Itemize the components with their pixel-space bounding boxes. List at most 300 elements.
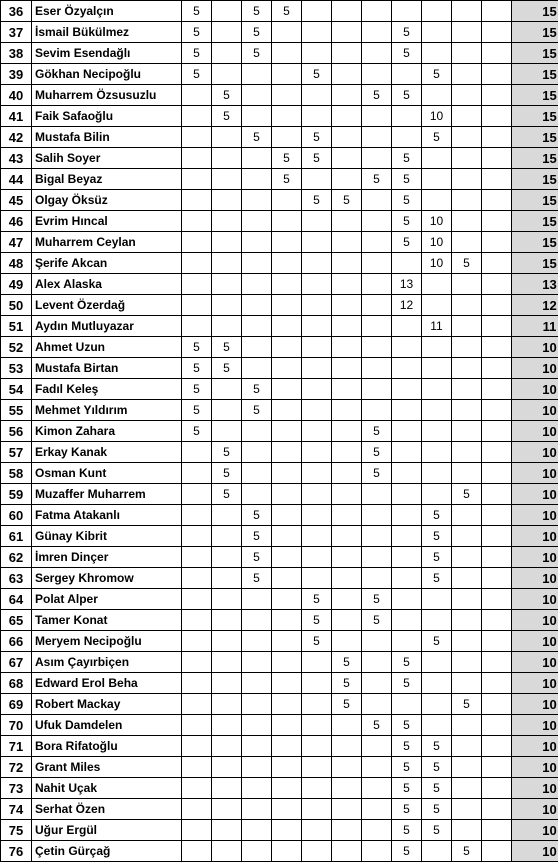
rank-cell: 55 xyxy=(1,400,32,421)
rank-cell: 47 xyxy=(1,232,32,253)
name-cell: Salih Soyer xyxy=(32,148,182,169)
score-cell xyxy=(272,127,302,148)
name-cell: Alex Alaska xyxy=(32,274,182,295)
score-cell xyxy=(302,778,332,799)
score-cell xyxy=(452,400,482,421)
score-cell xyxy=(452,820,482,841)
score-cell: 5 xyxy=(182,421,212,442)
table-row xyxy=(1,715,558,736)
score-cell xyxy=(482,127,512,148)
score-cell xyxy=(452,190,482,211)
score-cell xyxy=(242,85,272,106)
score-cell xyxy=(452,442,482,463)
rank-cell: 65 xyxy=(1,610,32,631)
rank-cell: 44 xyxy=(1,169,32,190)
score-cell xyxy=(332,127,362,148)
score-cell xyxy=(482,694,512,715)
score-cell: 5 xyxy=(332,652,362,673)
score-cell: 5 xyxy=(212,358,242,379)
table-row xyxy=(1,526,558,547)
score-cell xyxy=(182,694,212,715)
score-cell xyxy=(242,673,272,694)
score-cell xyxy=(242,232,272,253)
total-cell: 10 xyxy=(512,589,558,610)
total-cell: 10 xyxy=(512,337,558,358)
score-cell: 5 xyxy=(392,652,422,673)
score-cell xyxy=(332,337,362,358)
score-cell xyxy=(332,463,362,484)
score-cell: 5 xyxy=(392,169,422,190)
score-cell xyxy=(332,274,362,295)
score-cell: 5 xyxy=(362,610,392,631)
score-cell xyxy=(242,295,272,316)
score-cell: 5 xyxy=(302,190,332,211)
score-cell xyxy=(422,22,452,43)
score-cell xyxy=(422,274,452,295)
table-row xyxy=(1,232,558,253)
table-row xyxy=(1,694,558,715)
score-cell xyxy=(332,610,362,631)
score-cell xyxy=(212,526,242,547)
total-cell: 15 xyxy=(512,253,558,274)
name-cell: İsmail Bükülmez xyxy=(32,22,182,43)
score-cell xyxy=(272,64,302,85)
score-cell xyxy=(482,379,512,400)
rank-cell: 67 xyxy=(1,652,32,673)
name-cell: İmren Dinçer xyxy=(32,547,182,568)
rank-cell: 72 xyxy=(1,757,32,778)
score-cell xyxy=(272,274,302,295)
score-cell xyxy=(302,400,332,421)
total-cell: 15 xyxy=(512,190,558,211)
score-cell: 5 xyxy=(362,169,392,190)
score-cell: 5 xyxy=(422,127,452,148)
score-cell: 5 xyxy=(392,232,422,253)
score-cell xyxy=(392,379,422,400)
score-cell xyxy=(182,652,212,673)
score-cell xyxy=(272,421,302,442)
rank-cell: 54 xyxy=(1,379,32,400)
score-cell xyxy=(242,715,272,736)
table-row xyxy=(1,337,558,358)
score-cell xyxy=(302,43,332,64)
score-cell xyxy=(482,337,512,358)
score-cell xyxy=(212,505,242,526)
score-cell xyxy=(302,85,332,106)
score-cell xyxy=(242,337,272,358)
rank-cell: 51 xyxy=(1,316,32,337)
total-cell: 10 xyxy=(512,568,558,589)
score-cell xyxy=(362,190,392,211)
score-cell xyxy=(182,799,212,820)
score-cell xyxy=(332,526,362,547)
score-cell: 5 xyxy=(182,358,212,379)
total-cell: 15 xyxy=(512,127,558,148)
rank-cell: 61 xyxy=(1,526,32,547)
score-cell xyxy=(482,211,512,232)
rank-cell: 43 xyxy=(1,148,32,169)
score-cell xyxy=(482,673,512,694)
score-cell xyxy=(362,841,392,862)
score-cell: 10 xyxy=(422,211,452,232)
name-cell: Serhat Özen xyxy=(32,799,182,820)
score-cell xyxy=(362,358,392,379)
score-cell xyxy=(212,568,242,589)
score-cell xyxy=(212,631,242,652)
score-cell xyxy=(452,631,482,652)
score-cell: 5 xyxy=(182,64,212,85)
total-cell: 15 xyxy=(512,85,558,106)
name-cell: Faik Safaoğlu xyxy=(32,106,182,127)
name-cell: Osman Kunt xyxy=(32,463,182,484)
score-cell xyxy=(242,316,272,337)
score-cell xyxy=(212,736,242,757)
score-cell xyxy=(482,85,512,106)
rank-cell: 76 xyxy=(1,841,32,862)
score-cell xyxy=(452,358,482,379)
score-cell: 5 xyxy=(272,169,302,190)
score-cell xyxy=(422,715,452,736)
score-cell xyxy=(362,295,392,316)
name-cell: Nahit Uçak xyxy=(32,778,182,799)
name-cell: Olgay Öksüz xyxy=(32,190,182,211)
score-cell xyxy=(272,547,302,568)
score-cell: 5 xyxy=(212,484,242,505)
score-cell xyxy=(182,442,212,463)
total-cell: 10 xyxy=(512,400,558,421)
table-row xyxy=(1,64,558,85)
table-row xyxy=(1,379,558,400)
score-cell xyxy=(482,148,512,169)
score-cell xyxy=(182,295,212,316)
score-cell xyxy=(362,106,392,127)
score-cell xyxy=(482,295,512,316)
score-cell: 5 xyxy=(362,589,392,610)
score-cell xyxy=(452,169,482,190)
score-cell: 5 xyxy=(242,1,272,22)
score-cell xyxy=(422,421,452,442)
score-cell xyxy=(242,169,272,190)
score-cell xyxy=(362,820,392,841)
score-cell: 5 xyxy=(422,820,452,841)
score-cell xyxy=(452,211,482,232)
score-cell xyxy=(392,316,422,337)
total-cell: 15 xyxy=(512,211,558,232)
score-cell xyxy=(332,85,362,106)
total-cell: 10 xyxy=(512,442,558,463)
score-cell xyxy=(272,190,302,211)
score-cell xyxy=(482,841,512,862)
score-cell xyxy=(482,190,512,211)
score-cell: 5 xyxy=(392,85,422,106)
score-cell xyxy=(212,757,242,778)
score-cell xyxy=(482,22,512,43)
score-cell: 5 xyxy=(242,568,272,589)
name-cell: Fadıl Keleş xyxy=(32,379,182,400)
rank-cell: 50 xyxy=(1,295,32,316)
name-cell: Mustafa Bilin xyxy=(32,127,182,148)
score-cell xyxy=(392,547,422,568)
score-cell: 5 xyxy=(392,148,422,169)
table-row xyxy=(1,169,558,190)
score-cell xyxy=(422,169,452,190)
score-cell xyxy=(302,316,332,337)
score-cell xyxy=(452,736,482,757)
score-cell xyxy=(302,463,332,484)
name-cell: Polat Alper xyxy=(32,589,182,610)
score-cell xyxy=(302,211,332,232)
score-cell xyxy=(332,736,362,757)
score-cell xyxy=(182,169,212,190)
total-cell: 10 xyxy=(512,421,558,442)
score-cell: 5 xyxy=(392,778,422,799)
score-cell xyxy=(212,589,242,610)
score-cell: 5 xyxy=(422,757,452,778)
score-cell: 5 xyxy=(422,64,452,85)
score-cell: 5 xyxy=(422,568,452,589)
rank-cell: 53 xyxy=(1,358,32,379)
score-cell xyxy=(272,379,302,400)
score-cell: 5 xyxy=(392,841,422,862)
score-cell xyxy=(272,106,302,127)
name-cell: Edward Erol Beha xyxy=(32,673,182,694)
score-cell xyxy=(272,505,302,526)
score-cell xyxy=(212,547,242,568)
score-cell: 5 xyxy=(182,379,212,400)
score-cell xyxy=(482,589,512,610)
score-cell xyxy=(362,484,392,505)
score-cell xyxy=(362,400,392,421)
total-cell: 11 xyxy=(512,316,558,337)
score-cell xyxy=(332,631,362,652)
score-cell xyxy=(242,253,272,274)
rank-cell: 48 xyxy=(1,253,32,274)
name-cell: Çetin Gürçağ xyxy=(32,841,182,862)
score-cell xyxy=(392,463,422,484)
table-row xyxy=(1,841,558,862)
score-cell xyxy=(272,211,302,232)
score-cell: 5 xyxy=(182,1,212,22)
score-cell xyxy=(332,148,362,169)
score-cell xyxy=(362,736,392,757)
rank-cell: 71 xyxy=(1,736,32,757)
score-cell xyxy=(182,148,212,169)
score-cell xyxy=(182,820,212,841)
table-row xyxy=(1,127,558,148)
score-cell xyxy=(302,694,332,715)
score-cell: 5 xyxy=(392,757,422,778)
score-cell: 5 xyxy=(392,22,422,43)
score-cell xyxy=(452,148,482,169)
score-cell: 5 xyxy=(392,736,422,757)
score-cell xyxy=(422,1,452,22)
score-cell xyxy=(452,505,482,526)
score-cell xyxy=(182,841,212,862)
score-cell xyxy=(332,841,362,862)
name-cell: Gökhan Necipoğlu xyxy=(32,64,182,85)
score-cell xyxy=(452,757,482,778)
score-cell xyxy=(302,547,332,568)
table-row xyxy=(1,610,558,631)
total-cell: 10 xyxy=(512,358,558,379)
score-cell xyxy=(242,757,272,778)
score-cell xyxy=(332,379,362,400)
score-cell xyxy=(482,778,512,799)
rank-cell: 63 xyxy=(1,568,32,589)
score-cell: 5 xyxy=(242,547,272,568)
score-cell xyxy=(422,295,452,316)
score-cell xyxy=(422,442,452,463)
table-row xyxy=(1,148,558,169)
score-cell: 5 xyxy=(392,211,422,232)
score-cell xyxy=(212,715,242,736)
score-cell xyxy=(242,841,272,862)
score-cell xyxy=(482,463,512,484)
total-cell: 10 xyxy=(512,463,558,484)
total-cell: 10 xyxy=(512,820,558,841)
score-cell xyxy=(182,568,212,589)
score-cell: 5 xyxy=(182,400,212,421)
score-cell xyxy=(242,421,272,442)
score-cell xyxy=(482,484,512,505)
score-cell xyxy=(362,757,392,778)
score-cell xyxy=(332,778,362,799)
score-cell xyxy=(242,589,272,610)
total-cell: 13 xyxy=(512,274,558,295)
score-cell: 10 xyxy=(422,232,452,253)
rank-cell: 66 xyxy=(1,631,32,652)
table-row xyxy=(1,274,558,295)
score-cell: 5 xyxy=(302,64,332,85)
rank-cell: 69 xyxy=(1,694,32,715)
rank-cell: 38 xyxy=(1,43,32,64)
score-cell xyxy=(332,43,362,64)
score-cell xyxy=(182,316,212,337)
score-cell xyxy=(392,589,422,610)
score-cell xyxy=(212,253,242,274)
score-cell: 5 xyxy=(212,442,242,463)
score-cell: 5 xyxy=(452,694,482,715)
table-row xyxy=(1,316,558,337)
score-cell xyxy=(422,694,452,715)
score-cell xyxy=(182,589,212,610)
score-cell xyxy=(242,736,272,757)
score-cell xyxy=(272,43,302,64)
score-cell: 5 xyxy=(242,505,272,526)
score-cell xyxy=(482,799,512,820)
table-row xyxy=(1,736,558,757)
score-cell xyxy=(452,106,482,127)
table-row xyxy=(1,43,558,64)
score-cell xyxy=(482,820,512,841)
score-cell xyxy=(182,610,212,631)
score-cell xyxy=(182,631,212,652)
score-cell xyxy=(362,211,392,232)
score-cell xyxy=(392,337,422,358)
score-cell xyxy=(482,316,512,337)
score-cell xyxy=(212,127,242,148)
score-cell xyxy=(362,568,392,589)
score-cell xyxy=(272,778,302,799)
score-cell xyxy=(332,799,362,820)
rank-cell: 68 xyxy=(1,673,32,694)
name-cell: Tamer Konat xyxy=(32,610,182,631)
score-cell xyxy=(482,169,512,190)
score-cell xyxy=(302,841,332,862)
score-cell xyxy=(392,64,422,85)
score-cell: 5 xyxy=(302,631,332,652)
table-row xyxy=(1,505,558,526)
score-cell xyxy=(302,379,332,400)
total-cell: 10 xyxy=(512,484,558,505)
score-cell xyxy=(302,1,332,22)
score-cell xyxy=(482,715,512,736)
score-cell xyxy=(452,337,482,358)
rank-cell: 64 xyxy=(1,589,32,610)
total-cell: 10 xyxy=(512,694,558,715)
score-cell xyxy=(182,274,212,295)
name-cell: Meryem Necipoğlu xyxy=(32,631,182,652)
score-cell xyxy=(272,463,302,484)
score-cell: 5 xyxy=(182,43,212,64)
score-cell xyxy=(422,400,452,421)
score-cell xyxy=(302,736,332,757)
score-cell: 5 xyxy=(422,736,452,757)
rank-cell: 37 xyxy=(1,22,32,43)
score-cell xyxy=(332,106,362,127)
score-cell xyxy=(332,316,362,337)
score-cell xyxy=(212,778,242,799)
score-cell xyxy=(392,610,422,631)
score-cell xyxy=(422,190,452,211)
score-cell xyxy=(452,232,482,253)
name-cell: Robert Mackay xyxy=(32,694,182,715)
score-cell: 5 xyxy=(422,778,452,799)
score-cell xyxy=(272,589,302,610)
score-cell xyxy=(272,358,302,379)
rank-cell: 45 xyxy=(1,190,32,211)
rank-cell: 41 xyxy=(1,106,32,127)
score-cell: 5 xyxy=(452,841,482,862)
score-cell xyxy=(362,64,392,85)
score-cell xyxy=(182,547,212,568)
score-cell: 5 xyxy=(242,400,272,421)
name-cell: Ufuk Damdelen xyxy=(32,715,182,736)
score-cell xyxy=(362,694,392,715)
score-cell xyxy=(332,169,362,190)
score-cell xyxy=(212,148,242,169)
score-cell xyxy=(212,1,242,22)
score-cell xyxy=(452,652,482,673)
score-cell xyxy=(332,400,362,421)
table-row xyxy=(1,673,558,694)
score-cell xyxy=(212,43,242,64)
table-body xyxy=(1,1,558,862)
score-cell: 5 xyxy=(452,484,482,505)
score-cell xyxy=(452,463,482,484)
rank-cell: 58 xyxy=(1,463,32,484)
score-cell xyxy=(482,1,512,22)
score-cell xyxy=(242,442,272,463)
score-cell xyxy=(362,799,392,820)
score-cell xyxy=(452,1,482,22)
name-cell: Eser Özyalçın xyxy=(32,1,182,22)
score-cell xyxy=(422,484,452,505)
score-cell xyxy=(332,442,362,463)
rank-cell: 70 xyxy=(1,715,32,736)
score-cell xyxy=(332,253,362,274)
score-cell: 5 xyxy=(302,589,332,610)
